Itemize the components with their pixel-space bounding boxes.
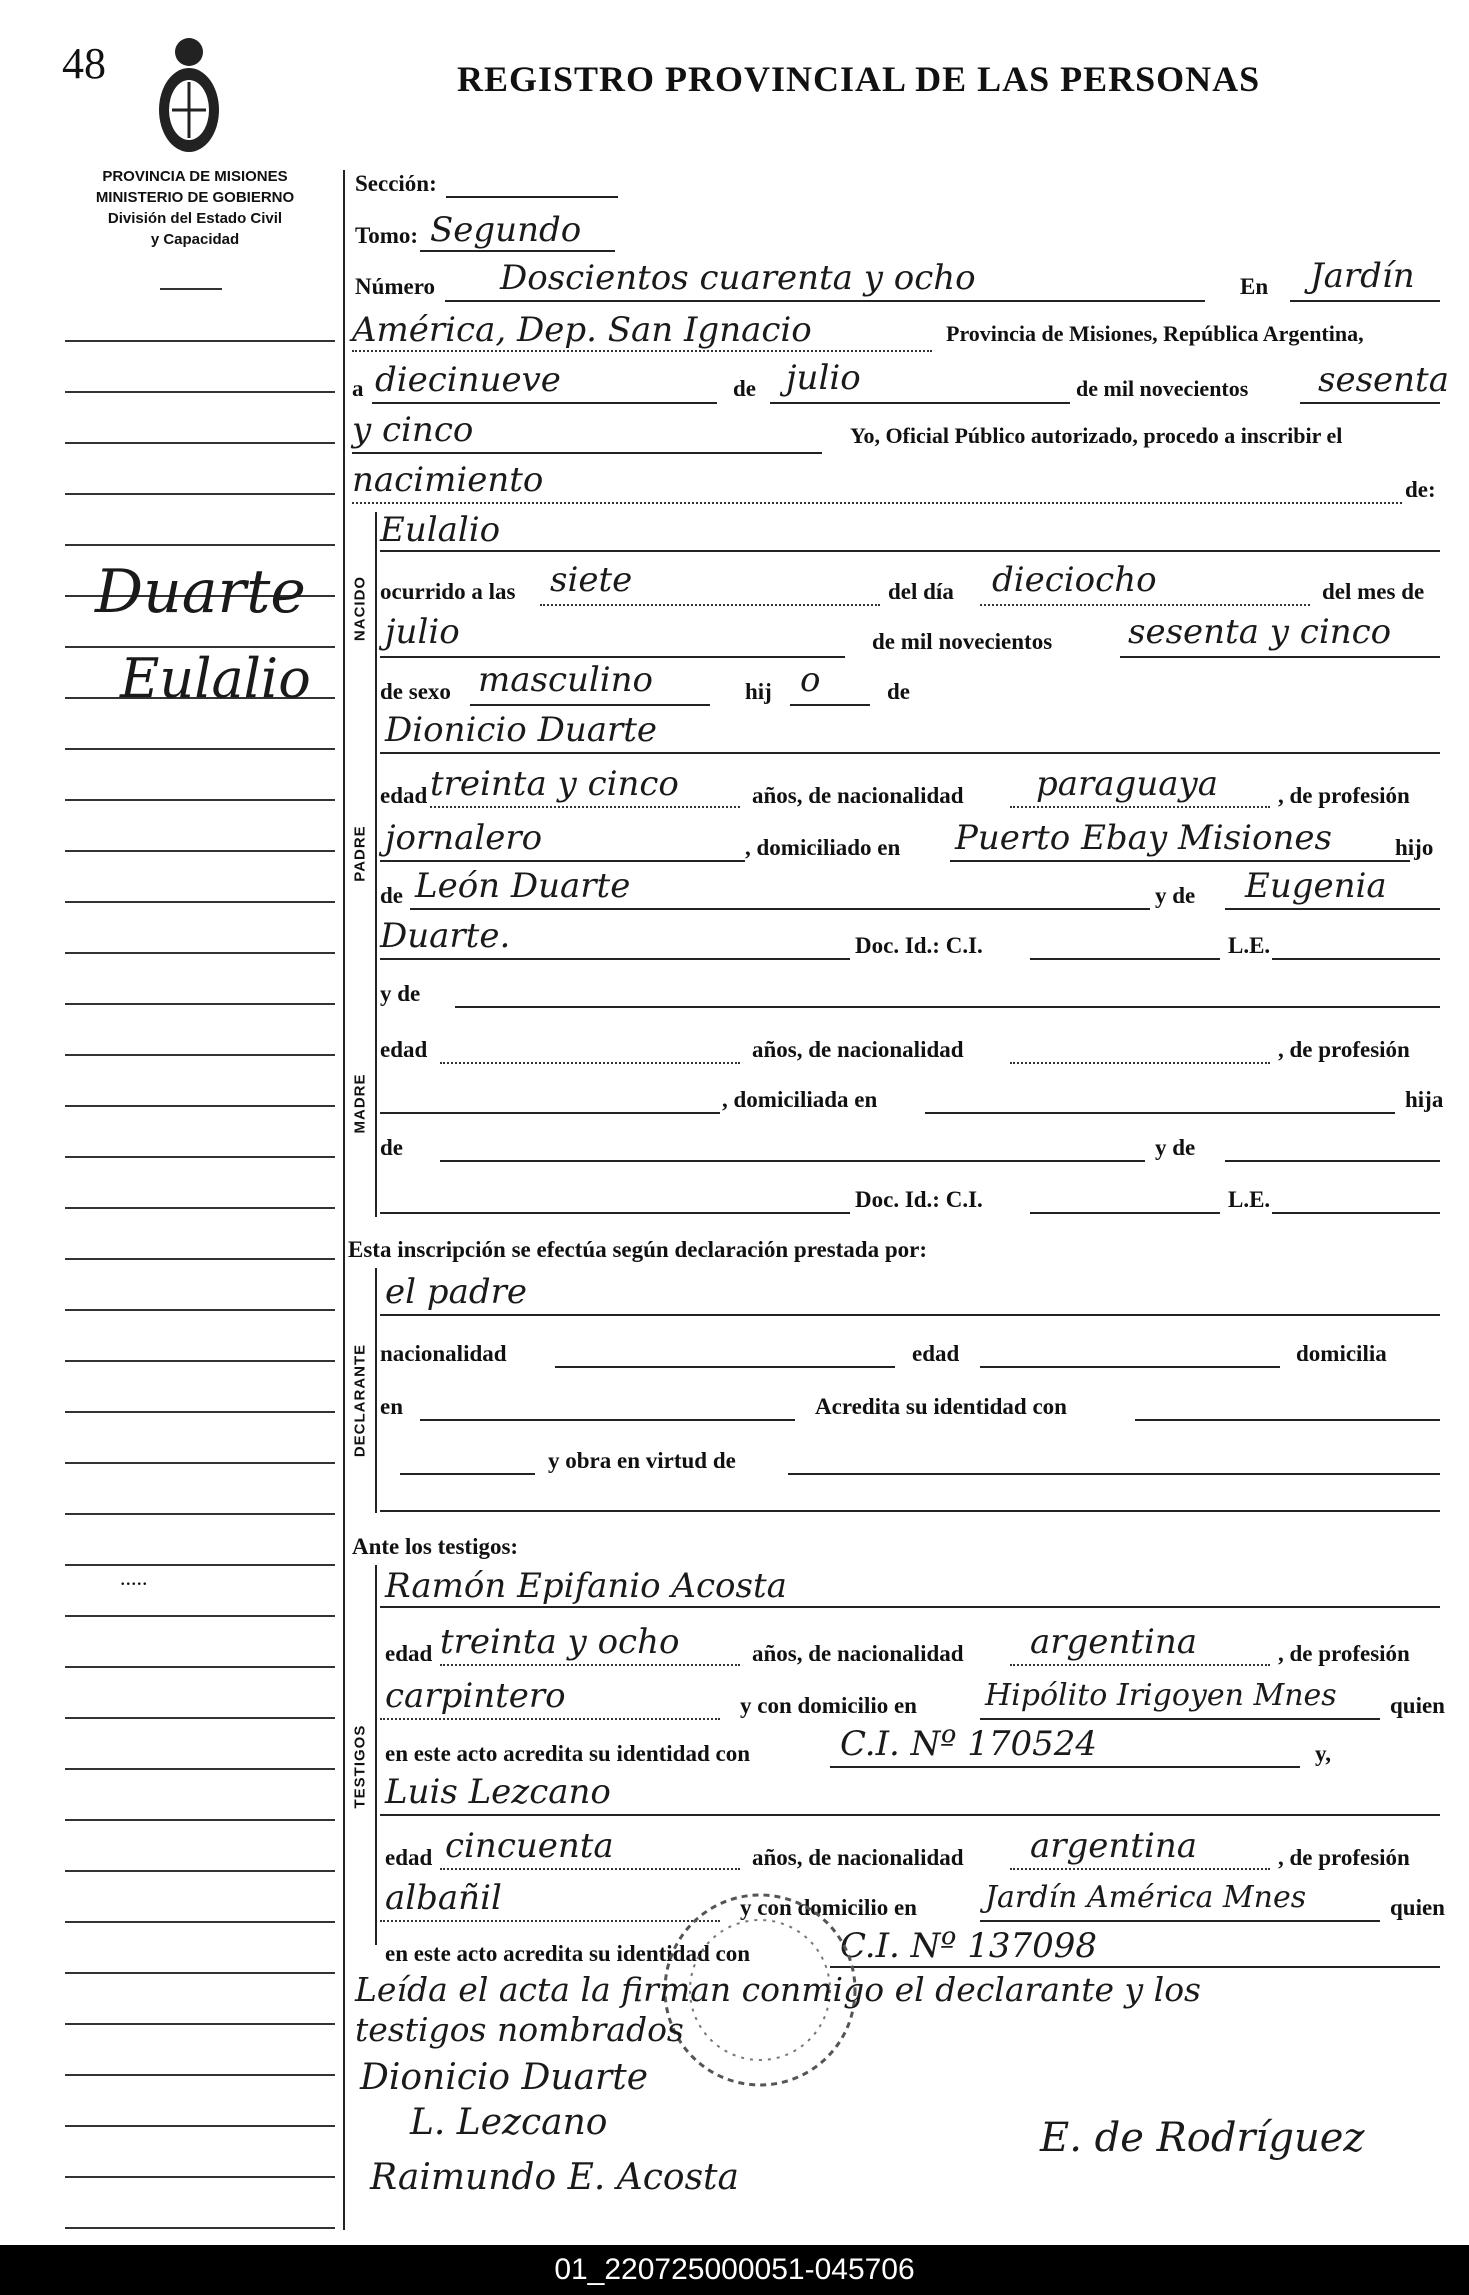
office-line-4: y Capacidad (150, 231, 240, 248)
decl-acredita-label: Acredita su identidad con (815, 1394, 1067, 1419)
tomo-line (420, 250, 615, 252)
margin-rule-line (65, 748, 335, 750)
sexo-value: masculino (478, 660, 654, 700)
w2-dom-label: y con domicilio en (740, 1895, 917, 1920)
tomo-label: Tomo: (355, 223, 419, 248)
office-line-1: PROVINCIA DE MISIONES (102, 168, 288, 185)
margin-rule-line (65, 544, 335, 546)
margin-rule-line (65, 1207, 335, 1209)
del-dia-label: del día (888, 579, 954, 604)
w2-quien-label: quien (1390, 1895, 1445, 1920)
nacido-year-value: sesenta y cinco (1128, 612, 1392, 652)
nacido-year-line (1120, 656, 1440, 658)
decl-obra-label: y obra en virtud de (548, 1448, 736, 1473)
declarante-bracket (375, 1268, 377, 1513)
w1-prof-label: , de profesión (1278, 1641, 1410, 1666)
sexo-label: de sexo (380, 679, 451, 704)
margin-rule-line (65, 901, 335, 903)
decl-edad-line (980, 1366, 1280, 1368)
w2-nac-line (1010, 1868, 1270, 1870)
margin-rule-line (65, 1054, 335, 1056)
margin-rule-line (65, 2176, 335, 2178)
margin-rule-line (65, 1105, 335, 1107)
de-label-1: de (733, 376, 756, 401)
seccion-line (446, 196, 618, 198)
madre-prof-label: , de profesión (1278, 1037, 1410, 1062)
margin-rule-line (65, 1972, 335, 1974)
nacido-bracket (375, 512, 377, 712)
w1-dom-label: y con domicilio en (740, 1693, 917, 1718)
w1-prof-line (380, 1718, 720, 1720)
page-title: REGISTRO PROVINCIAL DE LAS PERSONAS (457, 59, 1261, 99)
place-value: América, Dep. San Ignacio (352, 310, 812, 350)
declarante-label: DECLARANTE (351, 1343, 369, 1458)
padre-prof-value: jornalero (385, 818, 543, 858)
padre-edad-label: edad (380, 783, 428, 808)
declarante-intro: Esta inscripción se efectúa según declaración prestada por: (348, 1237, 928, 1262)
w1-doc: C.I. Nº 170524 (840, 1724, 1097, 1764)
w1-edad-label: edad (385, 1641, 433, 1666)
madre-prof-line (380, 1112, 720, 1114)
w2-doc-line (830, 1966, 1440, 1968)
signature-witness-2: L. Lezcano (410, 2102, 608, 2143)
margin-rule-line (65, 1921, 335, 1923)
margin-rule-line (65, 1258, 335, 1260)
numero-label: Número (355, 274, 436, 299)
year-value-1: sesenta (1318, 360, 1449, 400)
padre-label: PADRE (351, 825, 369, 882)
w2-name-line (380, 1814, 1440, 1816)
w1-quien-label: quien (1390, 1693, 1445, 1718)
w1-nac: argentina (1030, 1622, 1198, 1662)
padre-nac-label: años, de nacionalidad (752, 783, 964, 808)
mother-line (1225, 908, 1440, 910)
padre-doc-line (1030, 958, 1220, 960)
year-line-1 (1300, 402, 1440, 404)
nacido-day-value: dieciocho (992, 560, 1157, 600)
w1-acredita-label: en este acto acredita su identidad con (385, 1741, 751, 1766)
margin-rule-line (65, 1513, 335, 1515)
margin-rule-line (65, 1003, 335, 1005)
place-line (352, 350, 932, 352)
decl-obra-line (788, 1473, 1440, 1475)
padre-doc-label: Doc. Id.: C.I. (855, 933, 983, 958)
de-colon: de: (1405, 477, 1436, 502)
father-value: León Duarte (415, 866, 631, 906)
del-mes-label: del mes de (1322, 579, 1425, 604)
hour-line (540, 604, 880, 606)
nacido-month-value: julio (385, 612, 460, 652)
madre-doc-line (1030, 1212, 1220, 1214)
margin-rule-line (65, 1717, 335, 1719)
mother-surname: Duarte. (380, 916, 511, 956)
madre-yde-label: y de (380, 981, 421, 1006)
decl-edad-label: edad (912, 1341, 960, 1366)
w1-name: Ramón Epifanio Acosta (385, 1566, 787, 1606)
en-value: Jardín (1310, 256, 1415, 296)
declarante-name: el padre (385, 1272, 527, 1312)
madre-label: MADRE (351, 1073, 369, 1134)
a-label: a (352, 376, 364, 401)
year-line-2 (352, 452, 822, 454)
testigos-intro: Ante los testigos: (352, 1534, 519, 1559)
w1-doc-line (830, 1766, 1300, 1768)
padre-nac-value: paraguaya (1036, 764, 1218, 804)
margin-dots: ..... (120, 1565, 148, 1590)
madre-edad-line (440, 1062, 740, 1064)
provincia-text: Provincia de Misiones, República Argentina, (946, 321, 1364, 346)
w1-dom: Hipólito Irigoyen Mnes (985, 1678, 1337, 1713)
madre-nac-label: años, de nacionalidad (752, 1037, 964, 1062)
closing-line-1: Leída el acta la firman conmigo el declarante y los (355, 1970, 1201, 2009)
nacido-label: NACIDO (351, 575, 369, 642)
w1-edad: treinta y ocho (440, 1622, 680, 1662)
margin-rule-line (65, 1360, 335, 1362)
w2-nac-label: años, de nacionalidad (752, 1845, 964, 1870)
main-border (343, 170, 345, 2230)
madre-doc-label: Doc. Id.: C.I. (855, 1187, 983, 1212)
margin-rule-line (65, 1564, 335, 1566)
margin-rule-line (65, 391, 335, 393)
seccion-label: Sección: (355, 171, 437, 196)
margin-rule-line (65, 1156, 335, 1158)
month-value: julio (786, 358, 861, 398)
w2-edad: cincuenta (445, 1826, 614, 1866)
decl-acredita-line (1135, 1419, 1440, 1421)
margin-rule-line (65, 442, 335, 444)
office-block (45, 166, 345, 250)
decl-nac-line (555, 1366, 895, 1368)
padre-dom-line (950, 860, 1410, 862)
w2-nac: argentina (1030, 1826, 1198, 1866)
w1-dom-line (980, 1718, 1380, 1720)
father-line (410, 908, 1150, 910)
w1-name-line (380, 1606, 1440, 1608)
madre-le-label: L.E. (1228, 1187, 1271, 1212)
madre-yde2-line (1225, 1160, 1440, 1162)
padre-dom-label: , domiciliado en (745, 835, 901, 860)
w2-dom: Jardín América Mnes (985, 1880, 1307, 1915)
sexo-line (470, 704, 710, 706)
padre-le-label: L.E. (1228, 933, 1271, 958)
w2-name: Luis Lezcano (385, 1772, 611, 1812)
madre-dom-line (925, 1112, 1395, 1114)
padre-de-label: de (380, 883, 403, 908)
padre-prof-line (380, 860, 745, 862)
margin-rule-line (65, 340, 335, 342)
padre-name: Dionicio Duarte (385, 710, 658, 750)
madre-name-line (455, 1006, 1440, 1008)
madre-de-label: de (380, 1135, 403, 1160)
w2-prof: albañil (385, 1878, 502, 1918)
margin-given-name: Eulalio (120, 647, 311, 710)
month-line (770, 402, 1070, 404)
office-line-2: MINISTERIO DE GOBIERNO (95, 189, 295, 206)
w1-y-label: y, (1315, 1741, 1331, 1766)
padre-dom-value: Puerto Ebay Misiones (955, 818, 1332, 858)
day-value: diecinueve (375, 360, 561, 400)
margin-rule-line (65, 2023, 335, 2025)
tomo-value: Segundo (430, 210, 582, 250)
madre-bracket (375, 972, 377, 1217)
en-line (1290, 300, 1440, 302)
en-label: En (1240, 274, 1269, 299)
padre-name-line (380, 752, 1440, 754)
act-value: nacimiento (352, 460, 544, 500)
margin-rule-line (65, 1768, 335, 1770)
day-line (372, 402, 717, 404)
margin-rule-line (65, 2227, 335, 2229)
act-line (352, 502, 1402, 504)
testigos-bracket (375, 1565, 377, 1945)
footer-file-code: 01_220725000051-045706 (0, 2245, 1469, 2295)
margin-rule-line (65, 1666, 335, 1668)
padre-le-line (1272, 958, 1440, 960)
decl-en-label: en (380, 1394, 403, 1419)
madre-extra-line (380, 1212, 850, 1214)
signature-declarante: Dionicio Duarte (360, 2057, 649, 2098)
w1-nac-label: años, de nacionalidad (752, 1641, 964, 1666)
margin-rule-line (65, 1462, 335, 1464)
margin-rule-line (65, 1870, 335, 1872)
madre-le-line (1272, 1212, 1440, 1214)
numero-line (445, 300, 1205, 302)
hij-line (790, 704, 870, 706)
margin-surname: Duarte (95, 557, 306, 627)
padre-edad-value: treinta y cinco (430, 764, 679, 804)
declarante-name-line (380, 1314, 1440, 1316)
padre-prof-label: , de profesión (1278, 783, 1410, 808)
numero-value: Doscientos cuarenta y ocho (500, 258, 976, 298)
nacido-de-label: de (887, 679, 910, 704)
mother-surname-line (380, 958, 850, 960)
margin-rule-line (65, 1411, 335, 1413)
w2-doc: C.I. Nº 137098 (840, 1926, 1097, 1966)
padre-yde-label: y de (1155, 883, 1196, 908)
nacido-mil-label: de mil novecientos (872, 629, 1053, 654)
nacido-month-line (380, 656, 845, 658)
mother-value: Eugenia (1245, 866, 1387, 906)
testigos-label: TESTIGOS (351, 1724, 369, 1809)
madre-dom-label: , domiciliada en (722, 1087, 878, 1112)
w1-nac-line (1010, 1664, 1270, 1666)
margin-rule-line (65, 850, 335, 852)
hij-value: o (800, 660, 821, 700)
margin-rule-line (65, 1309, 335, 1311)
closing-line-2: testigos nombrados (355, 2010, 684, 2049)
decl-en-line (420, 1419, 795, 1421)
signature-witness-1: Raimundo E. Acosta (370, 2157, 739, 2198)
hour-value: siete (550, 560, 633, 600)
madre-yde2-label: y de (1155, 1135, 1196, 1160)
madre-de-line (440, 1160, 1145, 1162)
padre-edad-line (430, 806, 740, 808)
nacido-day-line (980, 604, 1310, 606)
padre-hijo-label: hijo (1395, 835, 1434, 860)
signature-official: E. de Rodríguez (1040, 2115, 1365, 2161)
w2-acredita-label: en este acto acredita su identidad con (385, 1941, 751, 1966)
w2-dom-line (980, 1920, 1380, 1922)
margin-rule-line (65, 1819, 335, 1821)
w2-edad-label: edad (385, 1845, 433, 1870)
page-number: 48 (62, 39, 106, 88)
office-line-3: División del Estado Civil (107, 210, 283, 227)
margin-rule-line (65, 799, 335, 801)
coat-of-arms-seal (150, 30, 228, 160)
oficial-text: Yo, Oficial Público autorizado, procedo a inscribir el (850, 423, 1343, 448)
nacido-name: Eulalio (380, 510, 501, 550)
madre-hija-label: hija (1405, 1087, 1444, 1112)
mil-text: de mil novecientos (1076, 376, 1249, 401)
office-underline (160, 288, 222, 290)
year-value-2: y cinco (352, 410, 474, 450)
w2-edad-line (440, 1868, 740, 1870)
padre-nac-line (1010, 806, 1270, 808)
nacido-name-line (380, 550, 1440, 552)
w1-prof: carpintero (385, 1676, 566, 1716)
margin-rule-line (65, 2125, 335, 2127)
margin-rule-line (65, 1615, 335, 1617)
w1-edad-line (440, 1664, 740, 1666)
w2-prof-label: , de profesión (1278, 1845, 1410, 1870)
madre-nac-line (1010, 1062, 1270, 1064)
decl-obra-pre-line (400, 1473, 535, 1475)
padre-bracket (375, 712, 377, 972)
ocurrido-label: ocurrido a las (380, 579, 516, 604)
madre-edad-label: edad (380, 1037, 428, 1062)
margin-rule-line (65, 952, 335, 954)
decl-extra-line (380, 1510, 1440, 1512)
decl-nac-label: nacionalidad (380, 1341, 507, 1366)
margin-rule-line (65, 2074, 335, 2076)
decl-dom-label: domicilia (1296, 1341, 1387, 1366)
margin-rule-line (65, 493, 335, 495)
hij-label: hij (745, 679, 772, 704)
